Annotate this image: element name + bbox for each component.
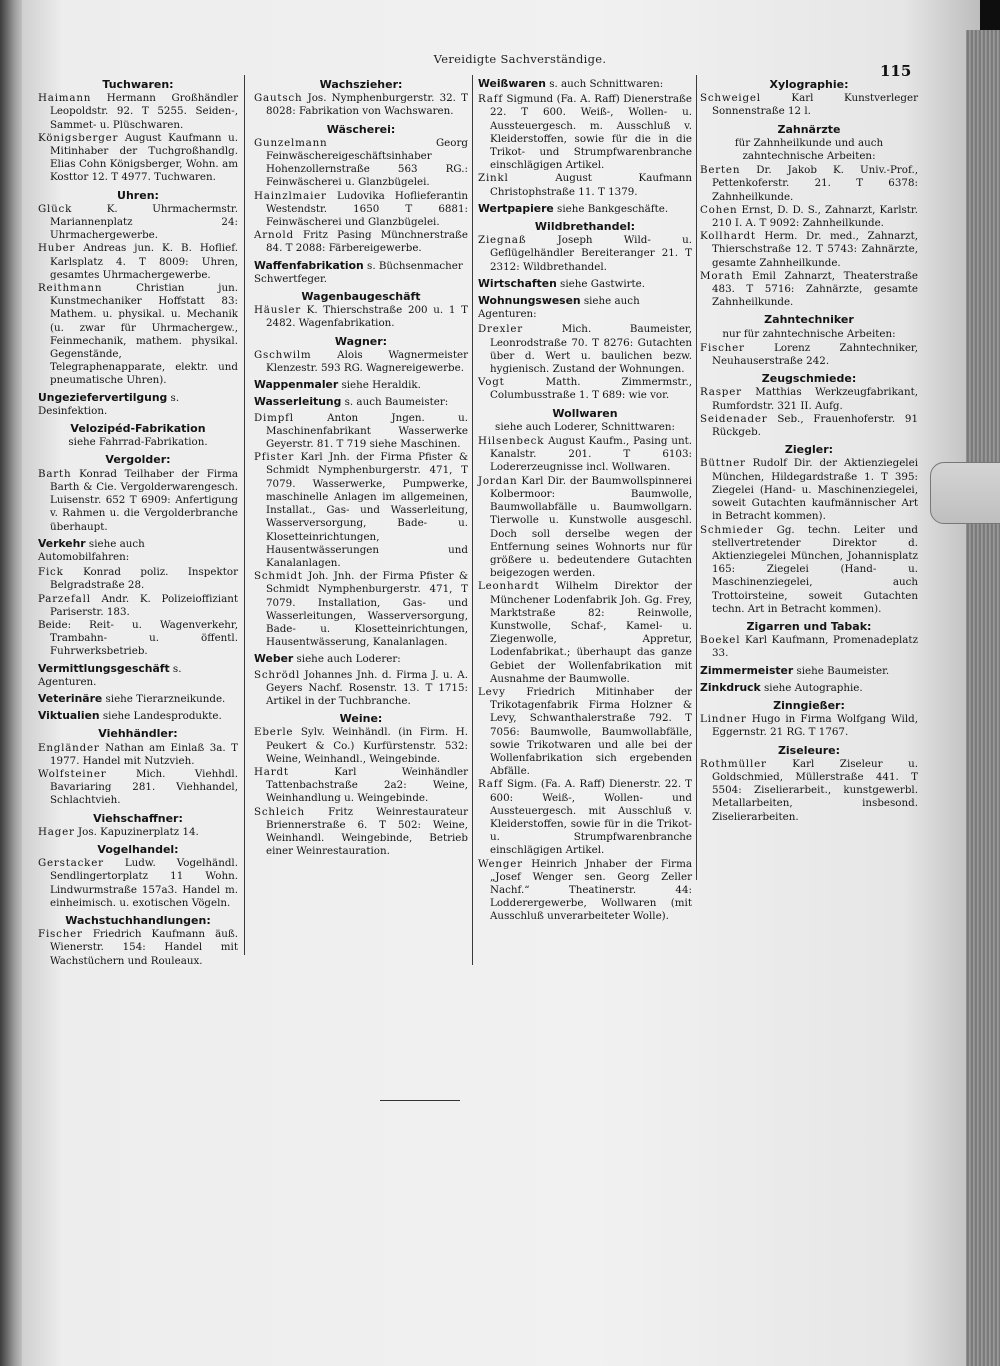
running-title: Vereidigte Sachverständige.: [433, 52, 607, 66]
section-heading: Wäscherei:: [326, 122, 396, 136]
expert-entry: [254, 190, 468, 230]
directory-section: [254, 712, 468, 858]
expert-details: Nathan am Einlaß 3a. T 1977. Handel mit Nutzvieh.: [50, 741, 238, 767]
cross-reference: [254, 652, 468, 666]
cross-reference-term: Wasserleitung: [254, 395, 342, 409]
cross-reference-target: siehe auch Loderer:: [296, 653, 401, 666]
directory-section: [700, 443, 918, 616]
expert-entry: [38, 768, 238, 808]
expert-entry: [700, 230, 918, 270]
expert-name: Parzefall: [38, 592, 91, 605]
cross-reference-term: Veterinäre: [38, 691, 103, 705]
cross-reference-target: s. Desinfektion.: [38, 391, 180, 417]
expert-entry: [254, 669, 468, 709]
section-heading: Vergolder:: [105, 453, 171, 467]
directory-section: [254, 652, 468, 708]
expert-entry: [254, 766, 468, 806]
directory-section: [254, 290, 468, 331]
expert-name: Wolfsteiner: [38, 767, 107, 780]
directory-section: [700, 123, 918, 310]
directory-section: [478, 202, 692, 216]
page-number: 115: [880, 62, 912, 80]
expert-entry: [478, 234, 692, 274]
directory-section: [478, 277, 692, 291]
expert-name: Kollhardt: [700, 230, 756, 243]
section-heading: Wagner:: [334, 334, 388, 348]
expert-details: Christian jun. Kunstmechaniker Hoffstatt 83: Mathem. u. physikal. u. Mechanik (u. zwar für Uhrmachergew., Feinmechanik, mathem. physikal. Gegenstände, Telegraphenapparate, elektr. und pneumatische Uhren).: [50, 282, 238, 387]
expert-entry: [478, 172, 692, 198]
directory-section: [254, 259, 468, 286]
cross-reference-target: siehe Landesprodukte.: [102, 710, 222, 723]
expert-details: Jos. Kapuzinerplatz 14.: [78, 825, 199, 838]
expert-entry: [254, 92, 468, 118]
expert-entry: [38, 857, 238, 910]
expert-name: Zinkl: [478, 172, 509, 185]
column-rule: [472, 75, 473, 965]
directory-section: [38, 709, 238, 723]
expert-details: Matth. Zimmermstr., Columbusstraße 1. T 689: wie vor.: [490, 376, 692, 402]
expert-entry: [700, 457, 918, 523]
cross-reference: [38, 709, 238, 723]
expert-entry: [700, 204, 918, 230]
expert-entry: [478, 778, 692, 857]
cross-reference: [38, 391, 238, 418]
directory-section: [700, 313, 918, 368]
directory-section: [38, 727, 238, 807]
expert-name: Schweigel: [700, 92, 761, 105]
section-heading: Zahnärzte: [777, 122, 841, 136]
section-heading: Wagenbaugeschäft: [301, 290, 421, 304]
page-edges: [966, 30, 1000, 1366]
expert-entry: [700, 413, 918, 439]
section-heading: Viehschaffner:: [93, 811, 183, 825]
expert-name: Rasper: [700, 386, 742, 399]
expert-details: Karl Weinhändler Tattenbachstraße 2a2: Weine, Weinhandlung u. Weingebinde.: [266, 765, 468, 805]
cross-reference-term: Zimmermeister: [700, 663, 794, 677]
directory-section: [700, 78, 918, 119]
expert-name: Arnold: [254, 229, 294, 242]
expert-name: Seidenader: [700, 412, 768, 425]
expert-entry: [478, 376, 692, 402]
expert-entry: [700, 634, 918, 660]
column-4: [700, 74, 918, 824]
cross-reference-target: s. Büchsenmacher Schwertfeger.: [254, 259, 463, 285]
directory-section: [38, 537, 238, 659]
expert-details: August Kaufmann u. Mitinhaber der Tuchgroßhandlg. Elias Cohn Königsberger, Wohn. am Kosttor 12. T 4977. Tuchwaren.: [50, 131, 238, 184]
cross-reference: [478, 202, 692, 216]
directory-section: [700, 664, 918, 678]
expert-details: Herm. Dr. med., Zahnarzt, Thierschstraße 12. T 5743: Zahnärzte, gesamte Zahnheilkunde.: [712, 230, 918, 269]
expert-details: Karl Kunstverleger Sonnenstraße 12 l.: [712, 92, 918, 118]
expert-details: Wilhelm Direktor der Münchener Lodenfabrik Joh. Gg. Frey, Marktstraße 82: Reinwolle, Kunstwolle, Schaf-, Kamel- u. Ziegenwolle, Appretur, Lodenfabrikat.; überhaupt das ganze Gebiet der Wollenfabrikation mit Ausnahme der Baumwolle.: [490, 580, 692, 685]
expert-details: Beide: Reit- u. Wagenverkehr, Trambahn- u. öffentl. Fuhrwerksbetrieb.: [38, 618, 238, 658]
expert-details: Andreas jun. K. B. Hoflief. Karlsplatz 4. T 8009: Uhren, gesamtes Uhrmachergewerbe.: [50, 242, 238, 281]
expert-details: Friedrich Mitinhaber der Trikotagenfabrik Firma Holzner & Levy, Schwanthalerstraße 792. T 7056: Baumwolle, Baumwollabfälle, sowie Trikotwaren und alle bei der Wollenfabrikation sich ergebenden Abfälle.: [490, 685, 692, 778]
cross-reference-term: Ungeziefervertilgung: [38, 390, 168, 404]
end-rule: [380, 1100, 460, 1101]
cross-reference: [38, 662, 238, 689]
expert-entry: [38, 468, 238, 534]
cross-reference-target: siehe Bankgeschäfte.: [557, 202, 669, 215]
expert-name: Schrödl: [254, 668, 301, 681]
expert-name: Lindner: [700, 713, 747, 726]
cross-reference: [254, 378, 468, 392]
section-heading: Velozipéd-Fabrikation: [70, 422, 206, 436]
section-heading: Wildbrethandel:: [534, 220, 636, 234]
expert-entry: [254, 806, 468, 859]
expert-name: Schmidt: [254, 570, 303, 583]
directory-section: [700, 620, 918, 661]
expert-name: Häusler: [254, 304, 301, 317]
directory-section: [478, 220, 692, 274]
expert-entry: [38, 826, 238, 839]
column-3: [478, 74, 692, 924]
expert-name: Cohen: [700, 203, 738, 216]
expert-entry: [38, 742, 238, 768]
section-heading: Zeugschmiede:: [761, 372, 857, 386]
expert-entry: [38, 203, 238, 243]
expert-details: Emil Zahnarzt, Theaterstraße 483. T 5716: Zahnärzte, gesamte Zahnheilkunde.: [712, 269, 918, 309]
cross-reference-target: siehe Heraldik.: [341, 379, 421, 392]
expert-details: Rudolf Dir. der Aktienziegelei München, Hildegardstraße 1. T 395: Ziegelei (Hand- u. Maschinenziegelei, soweit Gutachten kaufmännischer Art in Betracht kommen).: [712, 457, 918, 523]
expert-entry: [700, 342, 918, 368]
expert-details: Ludw. Vogelhändl. Sendlingertorplatz 11 Wohn. Lindwurmstraße 157a3. Handel m. einheimisch. u. exotischen Vögeln.: [50, 857, 238, 909]
expert-entry: [700, 270, 918, 310]
section-note: siehe auch Loderer, Schnittwaren:: [495, 420, 675, 433]
expert-name: Rothmüller: [700, 757, 767, 770]
cross-reference-target: siehe Tierarzneikunde.: [105, 692, 226, 705]
directory-section: [700, 744, 918, 824]
directory-section: [38, 453, 238, 533]
cross-reference-target: s. auch Baumeister:: [344, 396, 449, 409]
expert-name: Fick: [38, 566, 64, 579]
expert-name: Gunzelmann: [254, 136, 328, 149]
expert-entry: [38, 242, 238, 282]
cross-reference: [478, 277, 692, 291]
expert-details: K. Thierschstraße 200 u. 1 T 2482. Wagenfabrikation.: [266, 304, 468, 330]
expert-entry: [700, 386, 918, 412]
expert-entry: [254, 726, 468, 766]
expert-details: Georg Feinwäschereigeschäftsinhaber Hohenzollernstraße 563 RG.: Feinwäscherei u. Glanzbügelei.: [266, 136, 468, 189]
directory-section: [478, 77, 692, 199]
expert-details: Joh. Jnh. der Firma Pfister & Schmidt Nymphenburgerstr. 471, T 7079. Installation, Gas- und Wasserleitungen, Wasserversorgung, Bade- u. Klosetteinrichtungen, Hausentwässerung, Kanalanlagen.: [266, 570, 469, 649]
expert-details: Seb., Frauenhoferstr. 91 Rückgeb.: [712, 412, 918, 439]
section-heading: Weine:: [339, 712, 383, 726]
directory-section: [254, 395, 468, 649]
section-heading: Zinngießer:: [773, 698, 845, 712]
column-rule: [696, 75, 697, 880]
expert-entry: [254, 349, 468, 375]
expert-details: Jos. Nymphenburgerstr. 32. T 8028: Fabrikation von Wachswaren.: [266, 92, 468, 118]
directory-section: [38, 391, 238, 418]
directory-section: [38, 189, 238, 388]
expert-name: Glück: [38, 202, 73, 215]
expert-details: Fritz Weinrestaurateur Briennerstraße 6. T 502: Weine, Weinhandl. Weingebinde, Betrieb einer Weinrestauration.: [266, 805, 468, 858]
expert-details: Konrad Teilhaber der Firma Barth & Cie. Vergolderwarengesch. Luisenstr. 652 T 6909: Anfertigung v. Rahmen u. die Vergolderbranche überhaupt.: [50, 467, 238, 533]
expert-entry: [478, 323, 692, 376]
section-heading: Wachstuchhandlungen:: [65, 913, 211, 927]
expert-details: Karl Ziseleur u. Goldschmied, Müllerstraße 441. T 5504: Ziselierarbeit., kunstgewerbl. Metallarbeiten, insbesond. Ziselierarbeiten.: [712, 757, 918, 823]
expert-entry: [478, 435, 692, 475]
cross-reference-term: Wohnungswesen: [478, 294, 581, 308]
cross-reference: [38, 537, 238, 564]
expert-name: Haimann: [38, 92, 92, 105]
expert-name: Leonhardt: [478, 580, 540, 593]
expert-entry: [254, 137, 468, 190]
expert-details: Joseph Wild- u. Geflügelhändler Bereiteranger 21. T 2312: Wildbrethandel.: [490, 234, 692, 273]
directory-section: [700, 681, 918, 695]
expert-entry: [700, 92, 918, 118]
cross-reference-term: Weber: [254, 652, 294, 666]
section-heading: Uhren:: [117, 188, 159, 202]
expert-name: Gerstacker: [38, 857, 104, 870]
cross-reference-target: siehe Baumeister.: [796, 664, 890, 677]
expert-details: Lorenz Zahntechniker, Neuhauserstraße 242.: [712, 341, 918, 368]
expert-name: Jordan: [478, 474, 518, 487]
expert-entry: [38, 92, 238, 132]
expert-entry: [478, 858, 692, 924]
cross-reference-target: siehe Gastwirte.: [560, 277, 646, 290]
directory-section: [38, 914, 238, 968]
expert-details: August Kaufmann Christophstraße 11. T 1379.: [490, 172, 692, 198]
cross-reference: [700, 681, 918, 695]
section-heading: Wachszieher:: [319, 78, 403, 91]
expert-entry: [254, 304, 468, 330]
expert-entry: [478, 475, 692, 581]
expert-entry: [254, 451, 468, 570]
cross-reference: [700, 664, 918, 678]
expert-name: Pfister: [254, 451, 295, 464]
expert-entry: [254, 229, 468, 255]
section-heading: Viehhändler:: [98, 727, 178, 741]
expert-name: Drexler: [478, 323, 523, 336]
expert-name: Schleich: [254, 805, 305, 818]
cross-reference-term: Wirtschaften: [478, 276, 557, 290]
expert-name: Königsberger: [38, 131, 119, 144]
cross-reference: [478, 294, 692, 321]
expert-details: Andr. K. Polizeioffiziant Pariserstr. 183.: [50, 592, 238, 618]
expert-name: Berten: [700, 164, 741, 177]
cross-reference: [478, 77, 692, 91]
directory-section: [478, 407, 692, 924]
expert-details: Fritz Pasing Münchnerstraße 84. T 2088: Färbereigewerbe.: [266, 229, 468, 255]
directory-section: [38, 843, 238, 910]
expert-details: Dr. Jakob K. Univ.-Prof., Pettenkoferstr. 21. T 6378: Zahnheilkunde.: [712, 164, 918, 203]
cross-reference-term: Weißwaren: [478, 77, 546, 90]
expert-name: Hardt: [254, 765, 289, 778]
directory-section: [254, 78, 468, 119]
expert-entry: [700, 758, 918, 824]
expert-details: Anton Jngen. u. Maschinenfabrikant Wasserwerke Geyerstr. 81. T 719 siehe Maschinen.: [266, 411, 468, 451]
expert-details: Mich. Baumeister, Leonrodstraße 70. T 8276: Gutachten über d. Wert u. baulichen bezw. hygienisch. Zustand der Wohnungen.: [490, 323, 692, 376]
directory-section: [254, 335, 468, 376]
expert-details: Hermann Großhändler Leopoldstr. 92. T 5255. Seiden-, Sammet- u. Plüschwaren.: [50, 92, 238, 131]
expert-entry: [478, 686, 692, 778]
directory-section: [38, 422, 238, 449]
expert-details: Karl Kaufmann, Promenadeplatz 33.: [712, 634, 918, 660]
section-heading: Tuchwaren:: [102, 78, 174, 91]
expert-entry: [38, 132, 238, 185]
column-2: [254, 74, 468, 858]
directory-section: [38, 662, 238, 689]
expert-name: Raff: [478, 93, 503, 106]
expert-entry: [700, 164, 918, 204]
expert-details: Ludovika Hoflieferantin Westendstr. 1650 T 6881: Feinwäscherei und Glanzbügelei.: [266, 189, 468, 229]
expert-details: August Kaufm., Pasing unt. Kanalstr. 201. T 6103: Lodererzeugnisse incl. Wollwaren.: [490, 435, 692, 474]
directory-section: [478, 294, 692, 403]
cross-reference: [254, 259, 468, 286]
expert-entry: [38, 619, 238, 659]
expert-name: Fischer: [38, 928, 83, 941]
cross-reference-term: Vermittlungsgeschäft: [38, 661, 170, 675]
expert-entry: [478, 580, 692, 686]
expert-details: Hugo in Firma Wolfgang Wild, Eggernstr. 21 RG. T 1767.: [712, 713, 918, 739]
cross-reference-term: Zinkdruck: [700, 680, 761, 694]
expert-name: Engländer: [38, 741, 100, 754]
expert-name: Reithmann: [38, 282, 103, 295]
expert-details: Sigm. (Fa. A. Raff) Dienerstr. 22. T 600: Weiß-, Wollen- und Aussteuergesch. mit Ausschluß v. Kleiderstoffen, sowie für in die Trikot- u. Strumpfwarenbranche einschlägigen Artikel.: [490, 778, 692, 857]
expert-details: Mich. Viehhdl. Bavariaring 281. Viehhandel, Schlachtvieh.: [50, 767, 238, 807]
cross-reference: [254, 395, 468, 409]
cross-reference-target: siehe auch Automobilfahren:: [38, 537, 145, 563]
directory-section: [38, 692, 238, 706]
expert-name: Vogt: [478, 376, 505, 389]
expert-name: Hilsenbeck: [478, 435, 545, 448]
expert-details: Alois Wagnermeister Klenzestr. 593 RG. Wagnereigewerbe.: [266, 348, 468, 375]
expert-entry: [38, 928, 238, 968]
expert-details: Heinrich Jnhaber der Firma „Josef Wenger sen. Georg Zeller Nachf.“ Theatinerstr. 44: Lodderergewerbe, Wollwaren (mit Ausschluß unverarbeiteter Wolle).: [490, 857, 692, 923]
expert-name: Gschwilm: [254, 348, 312, 361]
expert-name: Huber: [38, 242, 76, 255]
expert-entry: [700, 524, 918, 616]
expert-name: Morath: [700, 269, 744, 282]
directory-section: [254, 123, 468, 256]
column-rule: [244, 75, 245, 955]
cross-reference-target: s. auch Schnittwaren:: [549, 78, 664, 90]
expert-details: Sigmund (Fa. A. Raff) Dienerstraße 22. T 600. Weiß-, Wollen- u. Aussteuergesch. m. Ausschluß v. Kleiderstoffen, sowie für die in die Trikot- und Strumpfwarenbranche einschlägigen Artikel.: [490, 93, 692, 172]
expert-name: Levy: [478, 685, 506, 698]
expert-entry: [254, 412, 468, 452]
section-note: für Zahnheilkunde und auch zahntechnische Arbeiten:: [734, 136, 884, 163]
expert-entry: [254, 570, 468, 649]
expert-name: Raff: [478, 778, 503, 791]
cross-reference-target: s. Agenturen.: [38, 662, 182, 688]
section-heading: Ziegler:: [784, 443, 834, 457]
expert-name: Hager: [38, 825, 75, 838]
directory-section: [38, 812, 238, 839]
cross-reference-term: Viktualien: [38, 709, 100, 723]
expert-name: Hainzlmaier: [254, 189, 327, 202]
expert-entry: [38, 593, 238, 619]
column-1: [38, 74, 238, 968]
section-note: nur für zahntechnische Arbeiten:: [722, 327, 896, 340]
expert-name: Wenger: [478, 857, 523, 870]
expert-details: Karl Dir. der Baumwollspinnerei Kolbermoor: Baumwolle, Baumwollabfälle u. Baumwollgarn. Tierwolle u. Kunstwolle ausgeschl. Doch soll derselbe wegen der Entfernung seines Wohnorts nur für größere u. bedeutendere Gutachten beigezogen werden.: [490, 474, 693, 580]
expert-details: Gg. techn. Leiter und stellvertretender Direktor d. Aktienziegelei München, Johannisplatz 165: Ziegelei (Hand- u. Maschinenziegelei, auch Trottoirsteine, soweit Gutachten techn. Art in Betracht kommen).: [712, 523, 918, 615]
section-heading: Wollwaren: [552, 406, 618, 420]
section-heading: Xylographie:: [769, 78, 849, 91]
expert-name: Barth: [38, 467, 72, 480]
expert-details: Konrad poliz. Inspektor Belgradstraße 28.: [50, 566, 238, 592]
expert-name: Büttner: [700, 457, 746, 470]
cross-reference: [38, 692, 238, 706]
expert-entry: [38, 282, 238, 388]
section-heading: Ziseleure:: [777, 743, 841, 757]
expert-name: Eberle: [254, 726, 294, 739]
cross-reference-target: siehe auch Agenturen:: [478, 295, 640, 321]
directory-section: [700, 372, 918, 439]
directory-section: [254, 378, 468, 392]
thumb-index-tab: [930, 462, 1000, 524]
cross-reference-term: Verkehr: [38, 536, 86, 550]
expert-details: Sylv. Weinhändl. (in Firm. H. Peukert & Co.) Kurfürstenstr. 532: Weine, Weinhandl., Weingebinde.: [266, 726, 468, 765]
cross-reference-term: Waffenfabrikation: [254, 258, 364, 272]
expert-name: Fischer: [700, 341, 745, 354]
expert-details: Ernst, D. D. S., Zahnarzt, Karlstr. 210 I. A. T 9092: Zahnheilkunde.: [712, 203, 918, 230]
expert-details: Friedrich Kaufmann äuß. Wienerstr. 154: Handel mit Wachstüchern und Rouleaux.: [50, 928, 238, 967]
expert-name: Dimpfl: [254, 411, 294, 424]
expert-name: Boekel: [700, 634, 741, 647]
expert-entry: [478, 93, 692, 172]
cross-reference-term: Wertpapiere: [478, 201, 554, 215]
directory-section: [38, 78, 238, 185]
expert-details: Karl Jnh. der Firma Pfister & Schmidt Nymphenburgerstr. 471, T 7079. Wasserwerke, Pumpwerke, maschinelle Anlagen im allgemeinen, Installat., Gas- und Wasserleitung, Wasserversorgung, Bade- u. Klosetteinrichtungen, Hausentwässerungen und Kanalanlagen.: [266, 451, 468, 569]
expert-name: Schmieder: [700, 523, 764, 536]
directory-section: [700, 699, 918, 740]
expert-name: Ziegnaß: [478, 234, 527, 247]
cross-reference-term: Wappenmaler: [254, 378, 339, 392]
section-heading: Zigarren und Tabak:: [746, 619, 872, 633]
expert-entry: [700, 713, 918, 739]
expert-name: Gautsch: [254, 92, 303, 105]
section-heading: Zahntechniker: [764, 313, 854, 327]
expert-entry: [38, 566, 238, 592]
expert-details: Matthias Werkzeugfabrikant, Rumfordstr. 321 II. Aufg.: [712, 386, 918, 412]
cross-reference-target: siehe Autographie.: [764, 681, 863, 694]
section-heading: Vogelhandel:: [97, 842, 179, 856]
expert-details: K. Uhrmachermstr. Mariannenplatz 24: Uhrmachergewerbe.: [50, 202, 238, 242]
section-note: siehe Fahrrad-Fabrikation.: [68, 436, 208, 449]
expert-details: Johannes Jnh. d. Firma J. u. A. Geyers Nachf. Rosenstr. 13. T 1715: Artikel in der Tuchbranche.: [266, 668, 468, 707]
